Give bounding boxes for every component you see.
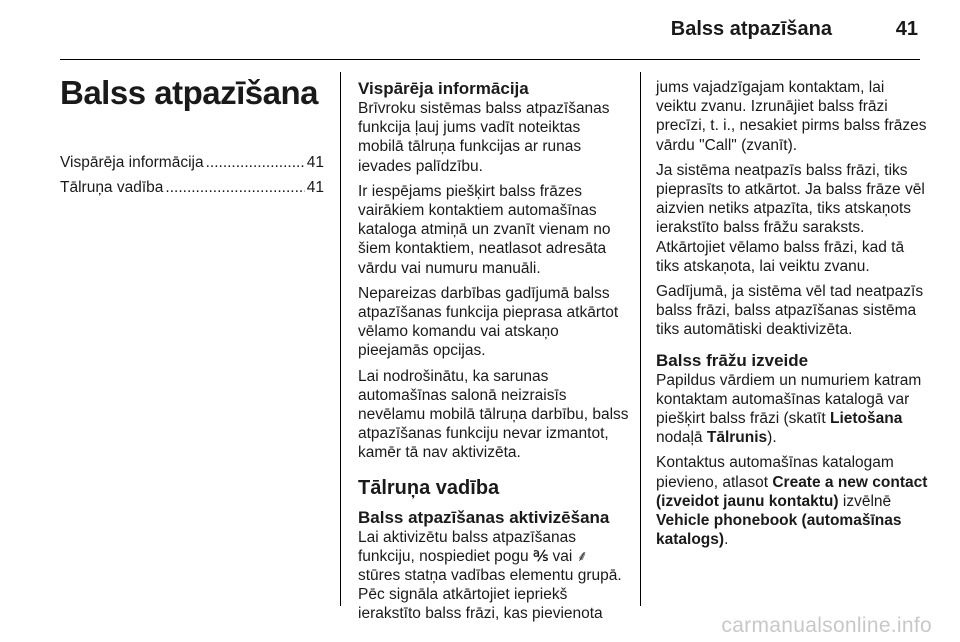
- text: .: [724, 531, 729, 549]
- paragraph: Ir iespējams piešķirt balss frāzes vairākiem kontaktiem automašīnas kataloga atmiņā un zvanīt vienam no šiem kontaktiem, neatlasot adresāta vārdu vai numuru manuāli.: [358, 182, 611, 277]
- sub-heading: Balss atpazīšanas aktivizēšana: [358, 507, 610, 527]
- column-divider: [640, 72, 641, 606]
- watermark: carmanualsonline.info: [721, 614, 932, 637]
- text: Lai aktivizētu balss atpazīšanas funkciju, nospiediet pogu: [358, 528, 576, 565]
- paragraph: [358, 528, 630, 624]
- column-general-info: [358, 78, 630, 630]
- voice-button-icon: ℁: [532, 547, 549, 565]
- paragraph: Brīvroku sistēmas balss atpazīšanas funkcija ļauj jums vadīt noteiktas mobilā tālruņa funkcijas ar runas ievades palīdzību.: [358, 100, 610, 175]
- paragraph: Nepareizas darbības gadījumā balss atpazīšanas funkcija pieprasa atkārtot vēlamo komandu vai atskaņo pieejamās opcijas.: [358, 284, 619, 360]
- chapter-title: Balss atpazīšana: [60, 74, 318, 111]
- column-divider: [340, 72, 341, 606]
- section-heading: Balss frāžu izveide: [656, 350, 809, 370]
- header-title: Balss atpazīšana: [670, 18, 832, 40]
- menu-item-ref: Create a new contact (izveidot jaunu kontaktu): [656, 473, 928, 510]
- paragraph: [656, 371, 928, 448]
- section-title: Tālruņa vadība: [358, 476, 500, 499]
- section-heading: Vispārēja informācija: [358, 79, 529, 98]
- paragraph: Ja sistēma neatpazīs balss frāzi, tiks pieprasīts to atkārtot. Ja balss frāze vēl aizvien netiks atpazīta, tiks atskaņots ierakstīto balss frāžu saraksts. Atkārtojiet vēlamo balss frāzi, kad tā tiks atskaņota, lai veiktu zvanu.: [656, 161, 925, 275]
- reference-link: Lietošana: [830, 410, 903, 428]
- text: izvēlnē: [842, 492, 892, 510]
- paragraph: jums vajadzīgajam kontaktam, lai veiktu zvanu. Izrunājiet balss frāzi precīzi, t. i., nesakiet pirms balss frāzes vārdu "Call" (zvanīt).: [656, 79, 927, 154]
- table-of-contents: [60, 150, 324, 200]
- column-voice-phrases: [656, 78, 928, 555]
- toc-entry[interactable]: [60, 150, 324, 175]
- menu-ref: Vehicle phonebook (automašīnas katalogs): [656, 512, 902, 549]
- toc-entry-page: 41: [306, 154, 324, 171]
- paragraph: [656, 453, 928, 549]
- text: nodaļā: [656, 429, 703, 447]
- text: vai: [552, 547, 573, 565]
- toc-leader-dots: [165, 175, 304, 200]
- text: ).: [767, 429, 777, 447]
- reference-link: Tālrunis: [706, 429, 768, 447]
- toc-leader-dots: [206, 150, 305, 175]
- toc-entry-label: Vispārēja informācija: [60, 154, 204, 171]
- page-header: [60, 0, 920, 60]
- toc-entry-label: Tālruņa vadība: [60, 179, 164, 196]
- page-number: 41: [895, 18, 918, 40]
- text: Kontaktus automašīnas katalogam pievieno, atlasot: [656, 454, 894, 491]
- toc-entry-page: 41: [306, 179, 324, 196]
- paragraph: Gadījumā, ja sistēma vēl tad neatpazīs balss frāzi, balss atpazīšanas sistēma tiks automātiski deaktivizēta.: [656, 283, 924, 339]
- text: stūres statņa vadības elementu grupā. Pēc signāla atkārtojiet iepriekš ierakstīto balss frāzi, kas pievienota: [358, 567, 622, 623]
- toc-entry[interactable]: [60, 175, 324, 200]
- text: Papildus vārdiem un numuriem katram kontaktam automašīnas katalogā var piešķirt balss frāzi (skatīt: [656, 371, 922, 428]
- voice-steering-icon: ⸙: [576, 547, 588, 565]
- paragraph: Lai nodrošinātu, ka sarunas automašīnas salonā neizraisīs nevēlamu mobilā tālruņa darbību, balss atpazīšanas funkciju nevar izmantot, kamēr tā nav aktivizēta.: [358, 367, 629, 462]
